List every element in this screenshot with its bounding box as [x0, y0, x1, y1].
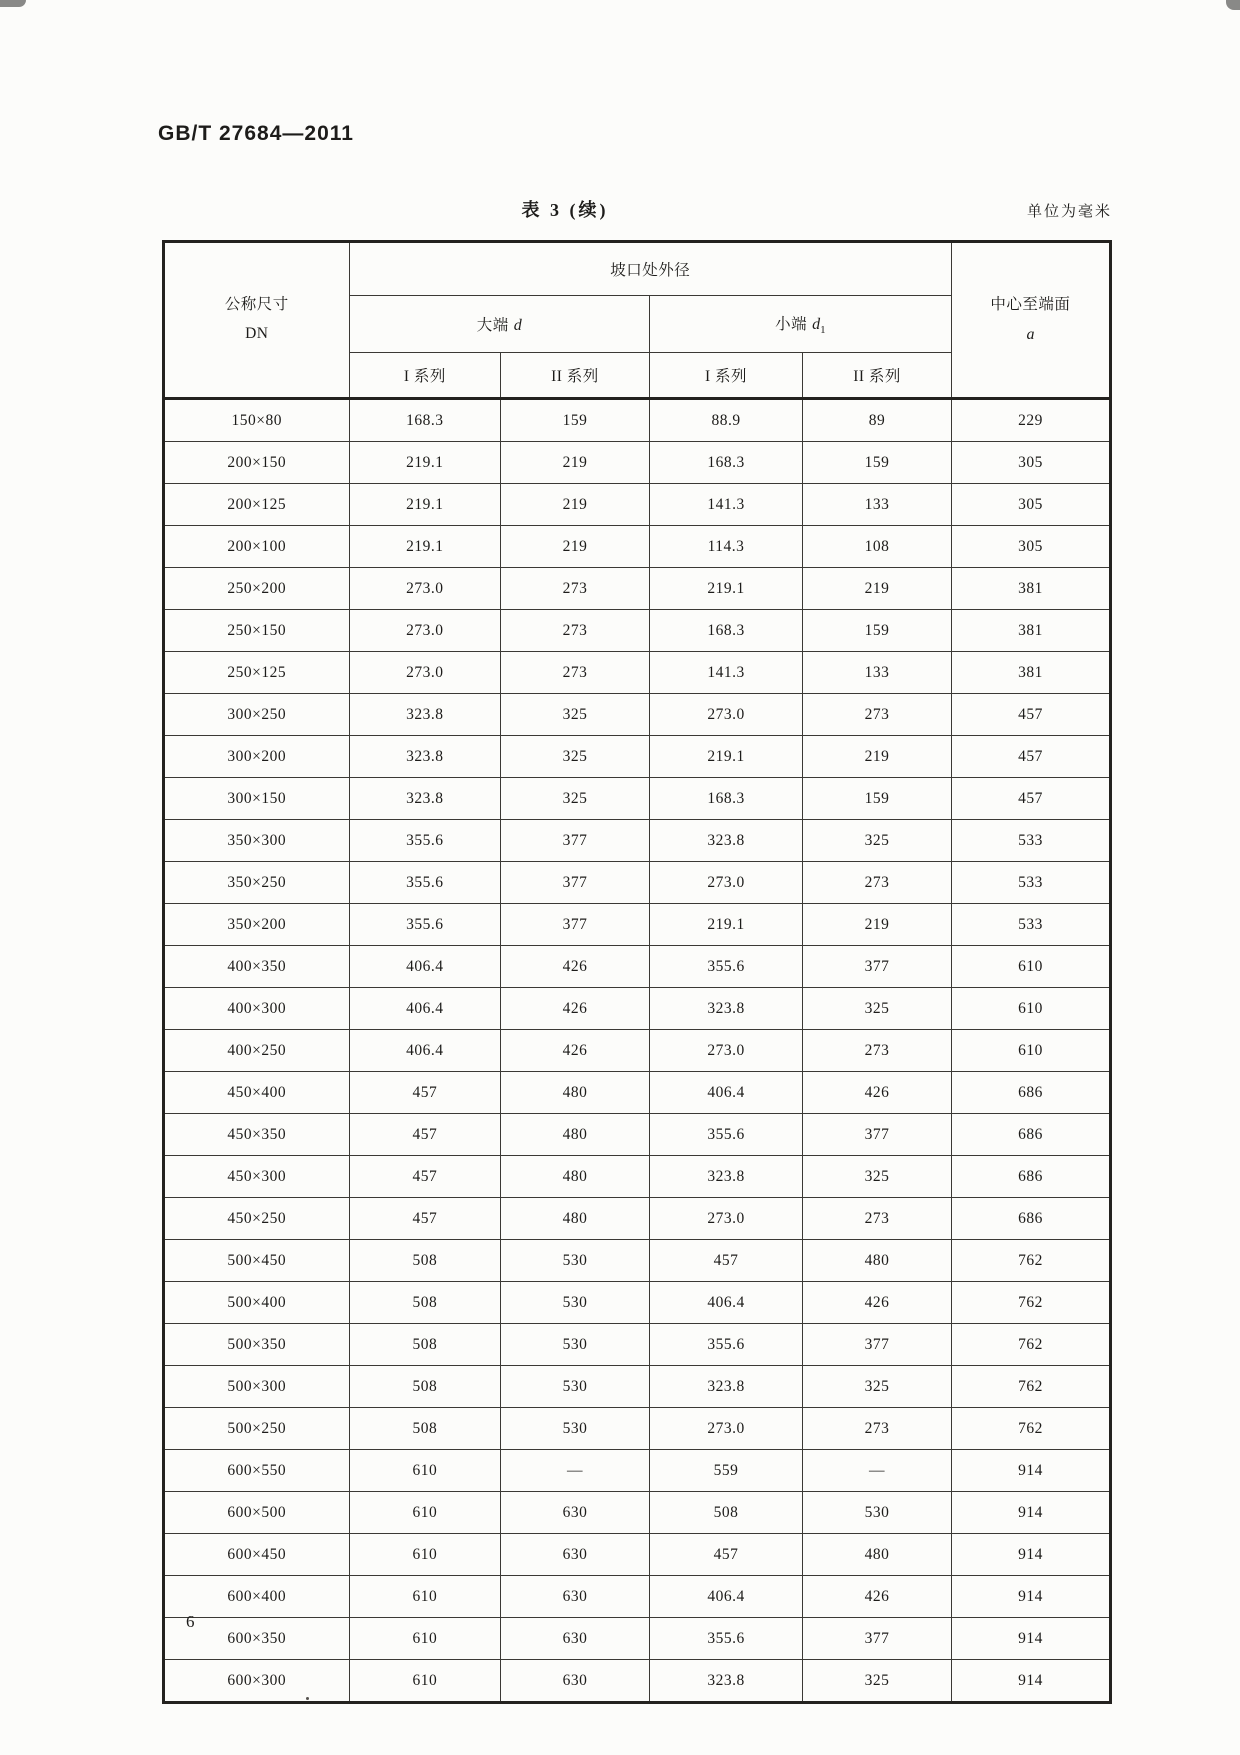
d-small-series1-cell: 323.8 [649, 820, 802, 862]
standard-code: GB/T 27684—2011 [158, 122, 354, 145]
table-body [164, 399, 1111, 1703]
dn-cell: 350×200 [164, 904, 350, 946]
a-cell: 762 [951, 1282, 1110, 1324]
d-large-series1-cell: 457 [349, 1114, 501, 1156]
d-large-series2-cell: 377 [501, 904, 650, 946]
header-large-end [349, 296, 649, 353]
d-large-series1-cell: 273.0 [349, 610, 501, 652]
table-row [164, 526, 1111, 568]
a-cell: 914 [951, 1618, 1110, 1660]
a-cell: 914 [951, 1492, 1110, 1534]
d-small-series1-cell: 273.0 [649, 1198, 802, 1240]
d-large-series2-cell: 377 [501, 820, 650, 862]
table-row [164, 736, 1111, 778]
header-center-to-face-label: 中心至端面 [990, 295, 1071, 313]
header-small-end [649, 296, 951, 353]
d-small-series1-cell: 406.4 [649, 1576, 802, 1618]
d-large-series2-cell: 426 [501, 988, 650, 1030]
d-small-series2-cell: 325 [803, 820, 952, 862]
d-small-series2-cell: 377 [803, 1114, 952, 1156]
d-large-series2-cell: 219 [501, 484, 650, 526]
d-small-series1-cell: 355.6 [649, 1618, 802, 1660]
d-small-series1-cell: 273.0 [649, 694, 802, 736]
d-small-series2-cell: 480 [803, 1240, 952, 1282]
d-large-series2-cell: — [501, 1450, 650, 1492]
table-row [164, 1450, 1111, 1492]
table-row [164, 946, 1111, 988]
table-row [164, 652, 1111, 694]
d-large-series1-cell: 610 [349, 1450, 501, 1492]
d-small-series2-cell: 219 [803, 904, 952, 946]
table-row [164, 694, 1111, 736]
a-cell: 610 [951, 988, 1110, 1030]
d-small-series2-cell: 377 [803, 1618, 952, 1660]
table-row [164, 610, 1111, 652]
d-large-series2-cell: 325 [501, 736, 650, 778]
d-large-series1-cell: 610 [349, 1660, 501, 1703]
header-center-to-face-var: a [1026, 325, 1035, 343]
d-small-series2-cell: 159 [803, 442, 952, 484]
d-large-series1-cell: 355.6 [349, 820, 501, 862]
d-large-series2-cell: 630 [501, 1492, 650, 1534]
d-small-series2-cell: 273 [803, 1408, 952, 1450]
d-small-series1-cell: 323.8 [649, 1156, 802, 1198]
d-small-series2-cell: 325 [803, 1366, 952, 1408]
table-row [164, 1156, 1111, 1198]
d-large-series2-cell: 480 [501, 1072, 650, 1114]
table-row [164, 1072, 1111, 1114]
d-small-series2-cell: 377 [803, 1324, 952, 1366]
dn-cell: 450×350 [164, 1114, 350, 1156]
d-large-series1-cell: 323.8 [349, 778, 501, 820]
table-row [164, 862, 1111, 904]
dn-cell: 150×80 [164, 399, 350, 442]
d-large-series1-cell: 219.1 [349, 526, 501, 568]
header-small-end-var: $d_1$ [812, 315, 826, 337]
table-row [164, 988, 1111, 1030]
table-row [164, 1114, 1111, 1156]
d-small-series1-cell: 406.4 [649, 1282, 802, 1324]
dn-cell: 400×250 [164, 1030, 350, 1072]
d-large-series1-cell: 219.1 [349, 442, 501, 484]
d-small-series2-cell: 426 [803, 1072, 952, 1114]
dn-cell: 500×300 [164, 1366, 350, 1408]
a-cell: 914 [951, 1534, 1110, 1576]
a-cell: 762 [951, 1408, 1110, 1450]
d-small-series2-cell: 159 [803, 610, 952, 652]
d-small-series1-cell: 273.0 [649, 1408, 802, 1450]
d-large-series2-cell: 273 [501, 652, 650, 694]
d-small-series2-cell: 480 [803, 1534, 952, 1576]
header-small-series2: II 系列 [803, 353, 952, 399]
dn-cell: 200×125 [164, 484, 350, 526]
d-small-series2-cell: 325 [803, 988, 952, 1030]
a-cell: 381 [951, 610, 1110, 652]
table-row [164, 1492, 1111, 1534]
dn-cell: 450×250 [164, 1198, 350, 1240]
header-small-end-label: 小端 [775, 315, 808, 333]
d-large-series1-cell: 610 [349, 1576, 501, 1618]
table-row [164, 568, 1111, 610]
dn-cell: 200×150 [164, 442, 350, 484]
d-large-series2-cell: 530 [501, 1366, 650, 1408]
header-nominal-size-label: 公称尺寸 [224, 296, 289, 314]
d-large-series2-cell: 377 [501, 862, 650, 904]
a-cell: 762 [951, 1324, 1110, 1366]
d-small-series1-cell: 406.4 [649, 1072, 802, 1114]
d-large-series1-cell: 508 [349, 1366, 501, 1408]
d-small-series1-cell: 508 [649, 1492, 802, 1534]
d-small-series1-cell: 323.8 [649, 988, 802, 1030]
dn-cell: 300×250 [164, 694, 350, 736]
dn-cell: 400×300 [164, 988, 350, 1030]
d-small-series2-cell: 219 [803, 568, 952, 610]
d-small-series2-cell: 159 [803, 778, 952, 820]
d-large-series1-cell: 508 [349, 1408, 501, 1450]
d-small-series2-cell: 325 [803, 1660, 952, 1703]
d-small-series2-cell: 377 [803, 946, 952, 988]
dn-cell: 500×400 [164, 1282, 350, 1324]
header-large-end-label: 大端 [476, 317, 509, 334]
dn-cell: 200×100 [164, 526, 350, 568]
d-large-series2-cell: 159 [501, 399, 650, 442]
d-large-series2-cell: 530 [501, 1324, 650, 1366]
unit-note: 单位为毫米 [1026, 204, 1112, 220]
d-large-series2-cell: 630 [501, 1576, 650, 1618]
dn-cell: 250×125 [164, 652, 350, 694]
a-cell: 381 [951, 568, 1110, 610]
d-large-series2-cell: 630 [501, 1660, 650, 1703]
dn-cell: 600×550 [164, 1450, 350, 1492]
d-small-series2-cell: 530 [803, 1492, 952, 1534]
d-small-series1-cell: 88.9 [649, 399, 802, 442]
d-large-series2-cell: 325 [501, 778, 650, 820]
table-row [164, 820, 1111, 862]
d-large-series2-cell: 480 [501, 1198, 650, 1240]
d-large-series2-cell: 325 [501, 694, 650, 736]
dimension-table [162, 240, 1112, 1704]
dn-cell: 600×450 [164, 1534, 350, 1576]
a-cell: 762 [951, 1366, 1110, 1408]
d-small-series2-cell: 133 [803, 484, 952, 526]
header-large-series1: I 系列 [349, 353, 501, 399]
a-cell: 229 [951, 399, 1110, 442]
d-small-series1-cell: 457 [649, 1240, 802, 1282]
d-small-series1-cell: 355.6 [649, 1324, 802, 1366]
d-large-series1-cell: 355.6 [349, 904, 501, 946]
a-cell: 305 [951, 526, 1110, 568]
table-row [164, 778, 1111, 820]
dn-cell: 250×150 [164, 610, 350, 652]
table-row [164, 1534, 1111, 1576]
d-small-series2-cell: 426 [803, 1576, 952, 1618]
d-large-series1-cell: 273.0 [349, 568, 501, 610]
a-cell: 914 [951, 1576, 1110, 1618]
d-small-series1-cell: 114.3 [649, 526, 802, 568]
dn-cell: 600×350 [164, 1618, 350, 1660]
table-row [164, 1576, 1111, 1618]
d-small-series1-cell: 323.8 [649, 1366, 802, 1408]
d-large-series1-cell: 457 [349, 1072, 501, 1114]
d-large-series1-cell: 323.8 [349, 736, 501, 778]
d-large-series1-cell: 406.4 [349, 1030, 501, 1072]
d-small-series1-cell: 168.3 [649, 442, 802, 484]
a-cell: 533 [951, 904, 1110, 946]
a-cell: 686 [951, 1156, 1110, 1198]
d-large-series1-cell: 219.1 [349, 484, 501, 526]
a-cell: 610 [951, 1030, 1110, 1072]
d-large-series1-cell: 610 [349, 1492, 501, 1534]
d-small-series2-cell: 273 [803, 1030, 952, 1072]
table-row [164, 1366, 1111, 1408]
scan-smudge-top-right [1226, 0, 1240, 10]
d-small-series2-cell: 273 [803, 694, 952, 736]
d-small-series1-cell: 273.0 [649, 1030, 802, 1072]
dn-cell: 300×200 [164, 736, 350, 778]
d-small-series2-cell: 273 [803, 1198, 952, 1240]
d-large-series2-cell: 530 [501, 1240, 650, 1282]
a-cell: 914 [951, 1450, 1110, 1492]
scan-dot-artifact [306, 1697, 309, 1700]
d-large-series1-cell: 508 [349, 1240, 501, 1282]
d-small-series1-cell: 219.1 [649, 904, 802, 946]
dn-cell: 450×300 [164, 1156, 350, 1198]
d-small-series2-cell: 108 [803, 526, 952, 568]
a-cell: 305 [951, 484, 1110, 526]
a-cell: 457 [951, 736, 1110, 778]
d-small-series1-cell: 273.0 [649, 862, 802, 904]
d-large-series2-cell: 480 [501, 1114, 650, 1156]
d-large-series1-cell: 457 [349, 1198, 501, 1240]
dn-cell: 500×450 [164, 1240, 350, 1282]
table-row [164, 1240, 1111, 1282]
dn-cell: 450×400 [164, 1072, 350, 1114]
dn-cell: 350×300 [164, 820, 350, 862]
a-cell: 610 [951, 946, 1110, 988]
d-small-series2-cell: 325 [803, 1156, 952, 1198]
d-small-series1-cell: 168.3 [649, 778, 802, 820]
header-nominal-size [164, 242, 350, 399]
d-small-series2-cell: 133 [803, 652, 952, 694]
d-small-series2-cell: 273 [803, 862, 952, 904]
d-small-series2-cell: — [803, 1450, 952, 1492]
header-large-series2: II 系列 [501, 353, 650, 399]
dn-cell: 250×200 [164, 568, 350, 610]
a-cell: 686 [951, 1198, 1110, 1240]
d-large-series2-cell: 630 [501, 1618, 650, 1660]
page-number: 6 [186, 1612, 195, 1631]
dn-cell: 600×500 [164, 1492, 350, 1534]
d-large-series1-cell: 168.3 [349, 399, 501, 442]
table-row [164, 1660, 1111, 1703]
d-small-series1-cell: 141.3 [649, 652, 802, 694]
a-cell: 686 [951, 1114, 1110, 1156]
d-large-series1-cell: 406.4 [349, 988, 501, 1030]
d-small-series1-cell: 457 [649, 1534, 802, 1576]
d-large-series2-cell: 426 [501, 1030, 650, 1072]
a-cell: 686 [951, 1072, 1110, 1114]
table-row [164, 442, 1111, 484]
table-row [164, 1198, 1111, 1240]
a-cell: 457 [951, 778, 1110, 820]
d-large-series2-cell: 219 [501, 526, 650, 568]
d-large-series2-cell: 630 [501, 1534, 650, 1576]
d-large-series1-cell: 273.0 [349, 652, 501, 694]
d-large-series1-cell: 457 [349, 1156, 501, 1198]
table-row [164, 1282, 1111, 1324]
dn-cell: 500×250 [164, 1408, 350, 1450]
d-small-series1-cell: 355.6 [649, 1114, 802, 1156]
d-large-series1-cell: 355.6 [349, 862, 501, 904]
dimension-table-wrapper [162, 240, 1112, 1704]
d-large-series2-cell: 480 [501, 1156, 650, 1198]
d-large-series1-cell: 406.4 [349, 946, 501, 988]
table-row [164, 399, 1111, 442]
d-large-series2-cell: 273 [501, 610, 650, 652]
d-large-series2-cell: 530 [501, 1408, 650, 1450]
dn-cell: 500×350 [164, 1324, 350, 1366]
d-large-series2-cell: 219 [501, 442, 650, 484]
a-cell: 381 [951, 652, 1110, 694]
table-row [164, 904, 1111, 946]
d-small-series2-cell: 219 [803, 736, 952, 778]
d-small-series2-cell: 89 [803, 399, 952, 442]
dn-cell: 350×250 [164, 862, 350, 904]
d-small-series2-cell: 426 [803, 1282, 952, 1324]
d-large-series1-cell: 610 [349, 1618, 501, 1660]
dn-cell: 600×300 [164, 1660, 350, 1703]
a-cell: 533 [951, 862, 1110, 904]
table-row [164, 1408, 1111, 1450]
d-small-series1-cell: 355.6 [649, 946, 802, 988]
dn-cell: 600×400 [164, 1576, 350, 1618]
a-cell: 457 [951, 694, 1110, 736]
d-small-series1-cell: 219.1 [649, 736, 802, 778]
table-title: 表 3 (续) [521, 200, 609, 220]
table-row [164, 1618, 1111, 1660]
d-small-series1-cell: 141.3 [649, 484, 802, 526]
d-small-series1-cell: 168.3 [649, 610, 802, 652]
a-cell: 914 [951, 1660, 1110, 1703]
d-large-series1-cell: 508 [349, 1282, 501, 1324]
header-large-end-var: d [513, 317, 522, 334]
d-large-series2-cell: 426 [501, 946, 650, 988]
d-small-series1-cell: 559 [649, 1450, 802, 1492]
table-row [164, 484, 1111, 526]
scan-smudge-top-left [0, 0, 26, 7]
a-cell: 533 [951, 820, 1110, 862]
header-center-to-face [951, 242, 1110, 399]
header-nominal-size-symbol: DN [245, 325, 269, 342]
d-large-series2-cell: 273 [501, 568, 650, 610]
a-cell: 762 [951, 1240, 1110, 1282]
table-row [164, 1324, 1111, 1366]
dn-cell: 300×150 [164, 778, 350, 820]
header-groove-od: 坡口处外径 [349, 242, 951, 296]
a-cell: 305 [951, 442, 1110, 484]
d-large-series1-cell: 610 [349, 1534, 501, 1576]
d-large-series1-cell: 508 [349, 1324, 501, 1366]
dn-cell: 400×350 [164, 946, 350, 988]
d-large-series1-cell: 323.8 [349, 694, 501, 736]
d-small-series1-cell: 219.1 [649, 568, 802, 610]
header-small-series1: I 系列 [649, 353, 802, 399]
d-large-series2-cell: 530 [501, 1282, 650, 1324]
table-row [164, 1030, 1111, 1072]
d-small-series1-cell: 323.8 [649, 1660, 802, 1703]
